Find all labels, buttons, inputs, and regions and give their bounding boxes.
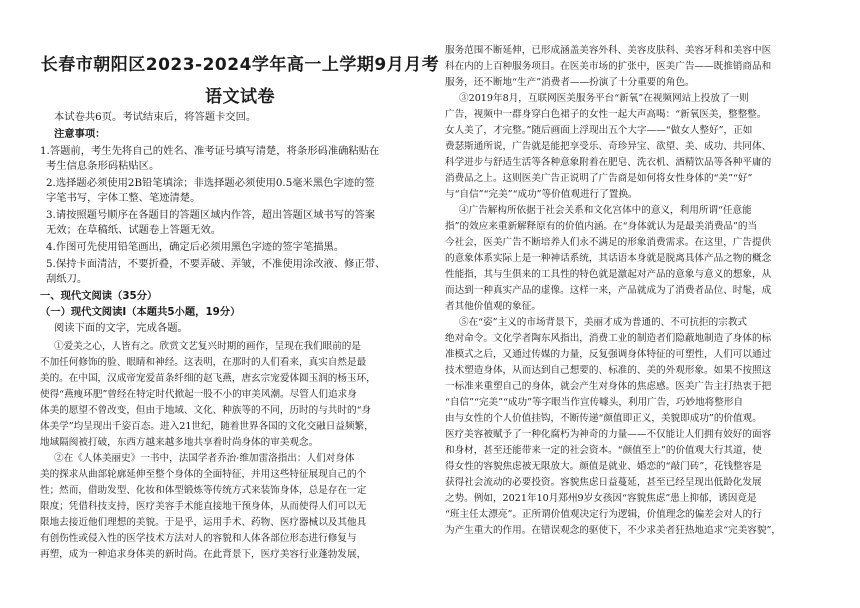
passage-line: 美的。在中国，汉成帝宠爱苗条纤细的赵飞燕，唐玄宗宠爱体圆玉润的杨玉环，	[40, 373, 376, 384]
notice-item: 刮纸刀。	[46, 273, 88, 285]
passage-line: 服务，还不断地“生产”消费者——扮演了十分重要的角色。	[445, 77, 695, 88]
passage-line: 女人美了，才完整。”随后画面上浮现出五个大字——“做女人整好”，正如	[445, 125, 753, 136]
passage-line: 绝对命令。文化学者陶东风指出，消费工业的制造者们隐蔽地制造了身体的标	[445, 333, 772, 344]
passage-line: 地域隔阂被打破，东西方越来越多地共享着时尚身体的审美观念。	[40, 437, 319, 448]
passage-line: 限度；凭借科技支持，医疗美容手术能直接地干预身体，从而使得人们可以无	[40, 501, 367, 512]
passage-line: “班主任太漂亮”。正所谓价值观决定行为逻辑，价值理念的偏差会对人的行	[445, 509, 762, 520]
passage-line: 使得“燕瘦环肥”曾经在特定时代掀起一股不小的审美风潮。尽管人们追求身	[40, 389, 357, 400]
passage-line: ①爱美之心，人皆有之。欣赏文艺复兴时期的画作，呈现在我们眼前的是	[54, 341, 361, 352]
exam-subject-title: 语文试卷	[205, 87, 275, 107]
passage-line: 为产生重大的作用。在错误观念的驱使下，不少求美者狂热地追求“完美容貌”，	[445, 525, 781, 536]
passage-line: ②在《人体美丽史》一书中，法国学者乔治·维加雷洛指出：人们对身体	[54, 453, 355, 464]
notice-item: 2.选择题必须使用2B铅笔填涂；非选择题必须使用0.5毫米黑色字迹的签	[46, 177, 375, 189]
notice-heading: 注意事项：	[54, 128, 106, 140]
passage-line: 美的探求从曲部轮廓延伸至整个身体的全面特征，并用这些特征展现自己的个	[40, 469, 367, 480]
passage-line: 限地去接近他们理想的美貌。于是乎，运用手术、药物、医疗器械以及其他具	[40, 517, 367, 528]
passage-line: 得女性的容貌焦虑被无限放大。颜值是就业、婚恋的“敲门砖”，花钱整容是	[445, 461, 762, 472]
passage-line: 科在内的上百种服务项目。在医美市场的扩张中，医美广告——既推销商品和	[445, 61, 772, 72]
exam-title: 长春市朝阳区2023-2024学年高一上学期9月月考	[40, 55, 440, 75]
passage-line: 的意象体系实际上是一种神话系统，其话语本身就是脱离具体产品之物的概念	[445, 253, 772, 264]
passage-line: 性；然而，借助发型、化妆和体型锻炼等传统方式来装饰身体，总是存在一定	[40, 485, 367, 496]
passage-line: 服务范围不断延伸，已形成涵盖美容外科、美容皮肤科、美容牙科和美容中医	[445, 45, 772, 56]
notice-item: 5.保持卡面清洁，不要折叠，不要弄破、弄皱，不准使用涂改液、修正带、	[46, 258, 386, 270]
notice-item: 3.请按照题号顺序在各题目的答题区域内作答，超出答题区域书写的答案	[46, 209, 376, 221]
notice-item: 4.作图可先使用铅笔画出，确定后必须用黑色字迹的签字笔描黑。	[46, 241, 345, 253]
instruction-line: 阅读下面的文字，完成各题。	[54, 322, 188, 334]
passage-line: 之势。例如，2021年10月郑州9岁女孩因“容貌焦虑”患上抑郁，诱因竟是	[445, 493, 757, 504]
passage-line: 和身材，甚至还能带来一定的社会资本。“颜值至上”的价值观大行其道，使	[445, 445, 762, 456]
notice-item: 无效；在草稿纸、试题卷上答题无效。	[46, 224, 222, 236]
passage-line: 不加任何修饰的脸、眼睛和神经。这表明，在那时的人们看来，真实自然是最	[40, 357, 367, 368]
exam-info-line: 本试卷共6页。考试结束后，将答题卡交回。	[54, 111, 257, 123]
subsection-heading: （一）现代文阅读Ⅰ（本题共5小题，19分）	[40, 306, 241, 318]
passage-line: 有创伤性或侵入性的医学技术方法对人的容貌和人体各部位形态进行修复与	[40, 533, 357, 544]
passage-line: 再塑，成为一种追求身体美的新时尚。在此背景下，医疗美容行业蓬勃发展，	[40, 549, 367, 560]
passage-line: 一标准来重塑自己的身体，就会产生对身体的焦虑感。医美广告主打热衷于把	[445, 381, 772, 392]
passage-line: ③2019年8月，互联网医美服务平台“新氧”在视频网站上投放了一则	[459, 93, 749, 104]
passage-line: 与“自信”“完美”“成功”等价值观进行了置换。	[445, 189, 638, 200]
passage-line: 者其他价值观的象征。	[445, 301, 541, 312]
passage-line: 而达到一种真实产品的虚像。这样一来，产品就成为了消费者品位、时髦，成	[445, 285, 772, 296]
passage-line: 由与女性的个人价值挂钩，不断传递“颜值即正义，美貌即成功”的价值观。	[445, 413, 762, 424]
passage-line: 今社会，医美广告不断培养人们永不满足的形象消费需求。在这里，广告提供	[445, 237, 772, 248]
section-heading: 一、现代文阅读（35分）	[40, 290, 158, 302]
passage-line: 体美学”均呈现出千姿百态。进入21世纪，随着世界各国的文化交融日益频繁，	[40, 421, 374, 432]
passage-line: 科学进步与舒适生活等各种意象附着在肥皂、洗衣机、酒精饮品等各种平庸的	[445, 157, 772, 168]
passage-line: 广告，视频中一群身穿白色裙子的女性一起大声高喝：“新氧医美，整整整。	[445, 109, 767, 120]
notice-item: 1.答题前，考生先将自己的姓名、准考证号填写清楚，将条形码准确粘贴在	[40, 145, 380, 157]
passage-line: 技术塑造身体，从而达到自己想要的、标准的、美的外观形象。如果不按照这	[445, 365, 772, 376]
passage-line: 体美的愿望不曾改变，但由于地域、文化、种族等的不同，历时的与共时的“身	[40, 405, 372, 416]
passage-line: 指”的效应来重新解释原有的价值内涵。在“身体就认为是最美消费品”的当	[445, 221, 758, 232]
passage-line: 获得社会流动的必要投资。容貌焦虑日益蔓延，甚至已经呈现出低龄化发展	[445, 477, 762, 488]
passage-line: 费瑟斯通所说，广告就是能把享受乐、奇珍异宝、欲望、美、成功、共同体、	[445, 141, 772, 152]
passage-line: ④广告解构所依据于社会关系和文化宫体中的意义，利用所谓“任意能	[459, 205, 752, 216]
passage-line: ⑤在“姿”主义的市场背景下，美丽才成为普通的、不可抗拒的宗教式	[459, 317, 748, 328]
passage-line: “自信”“完美”“成功”等字眼当作宣传噱头，利用广告，巧妙地将整形自	[445, 397, 744, 408]
passage-line: 医疗美容被赋予了一种化腐朽为神奇的力量——不仅能让人们拥有姣好的面容	[445, 429, 772, 440]
passage-line: 准模式之后，又通过传媒的力量，反复强调身体特征的可塑性，人们可以通过	[445, 349, 772, 360]
passage-line: 性能指，其与生俱来的工具性的特色就是激起对产品的意象与意义的想象，从	[445, 269, 772, 280]
notice-item: 考生信息条形码粘贴区。	[46, 160, 160, 172]
passage-line: 消费品之上。这则医美广告正说明了广告商是如何将女性身体的“美”“好”	[445, 173, 753, 184]
notice-item: 字笔书写，字体工整、笔迹清楚。	[46, 192, 201, 204]
